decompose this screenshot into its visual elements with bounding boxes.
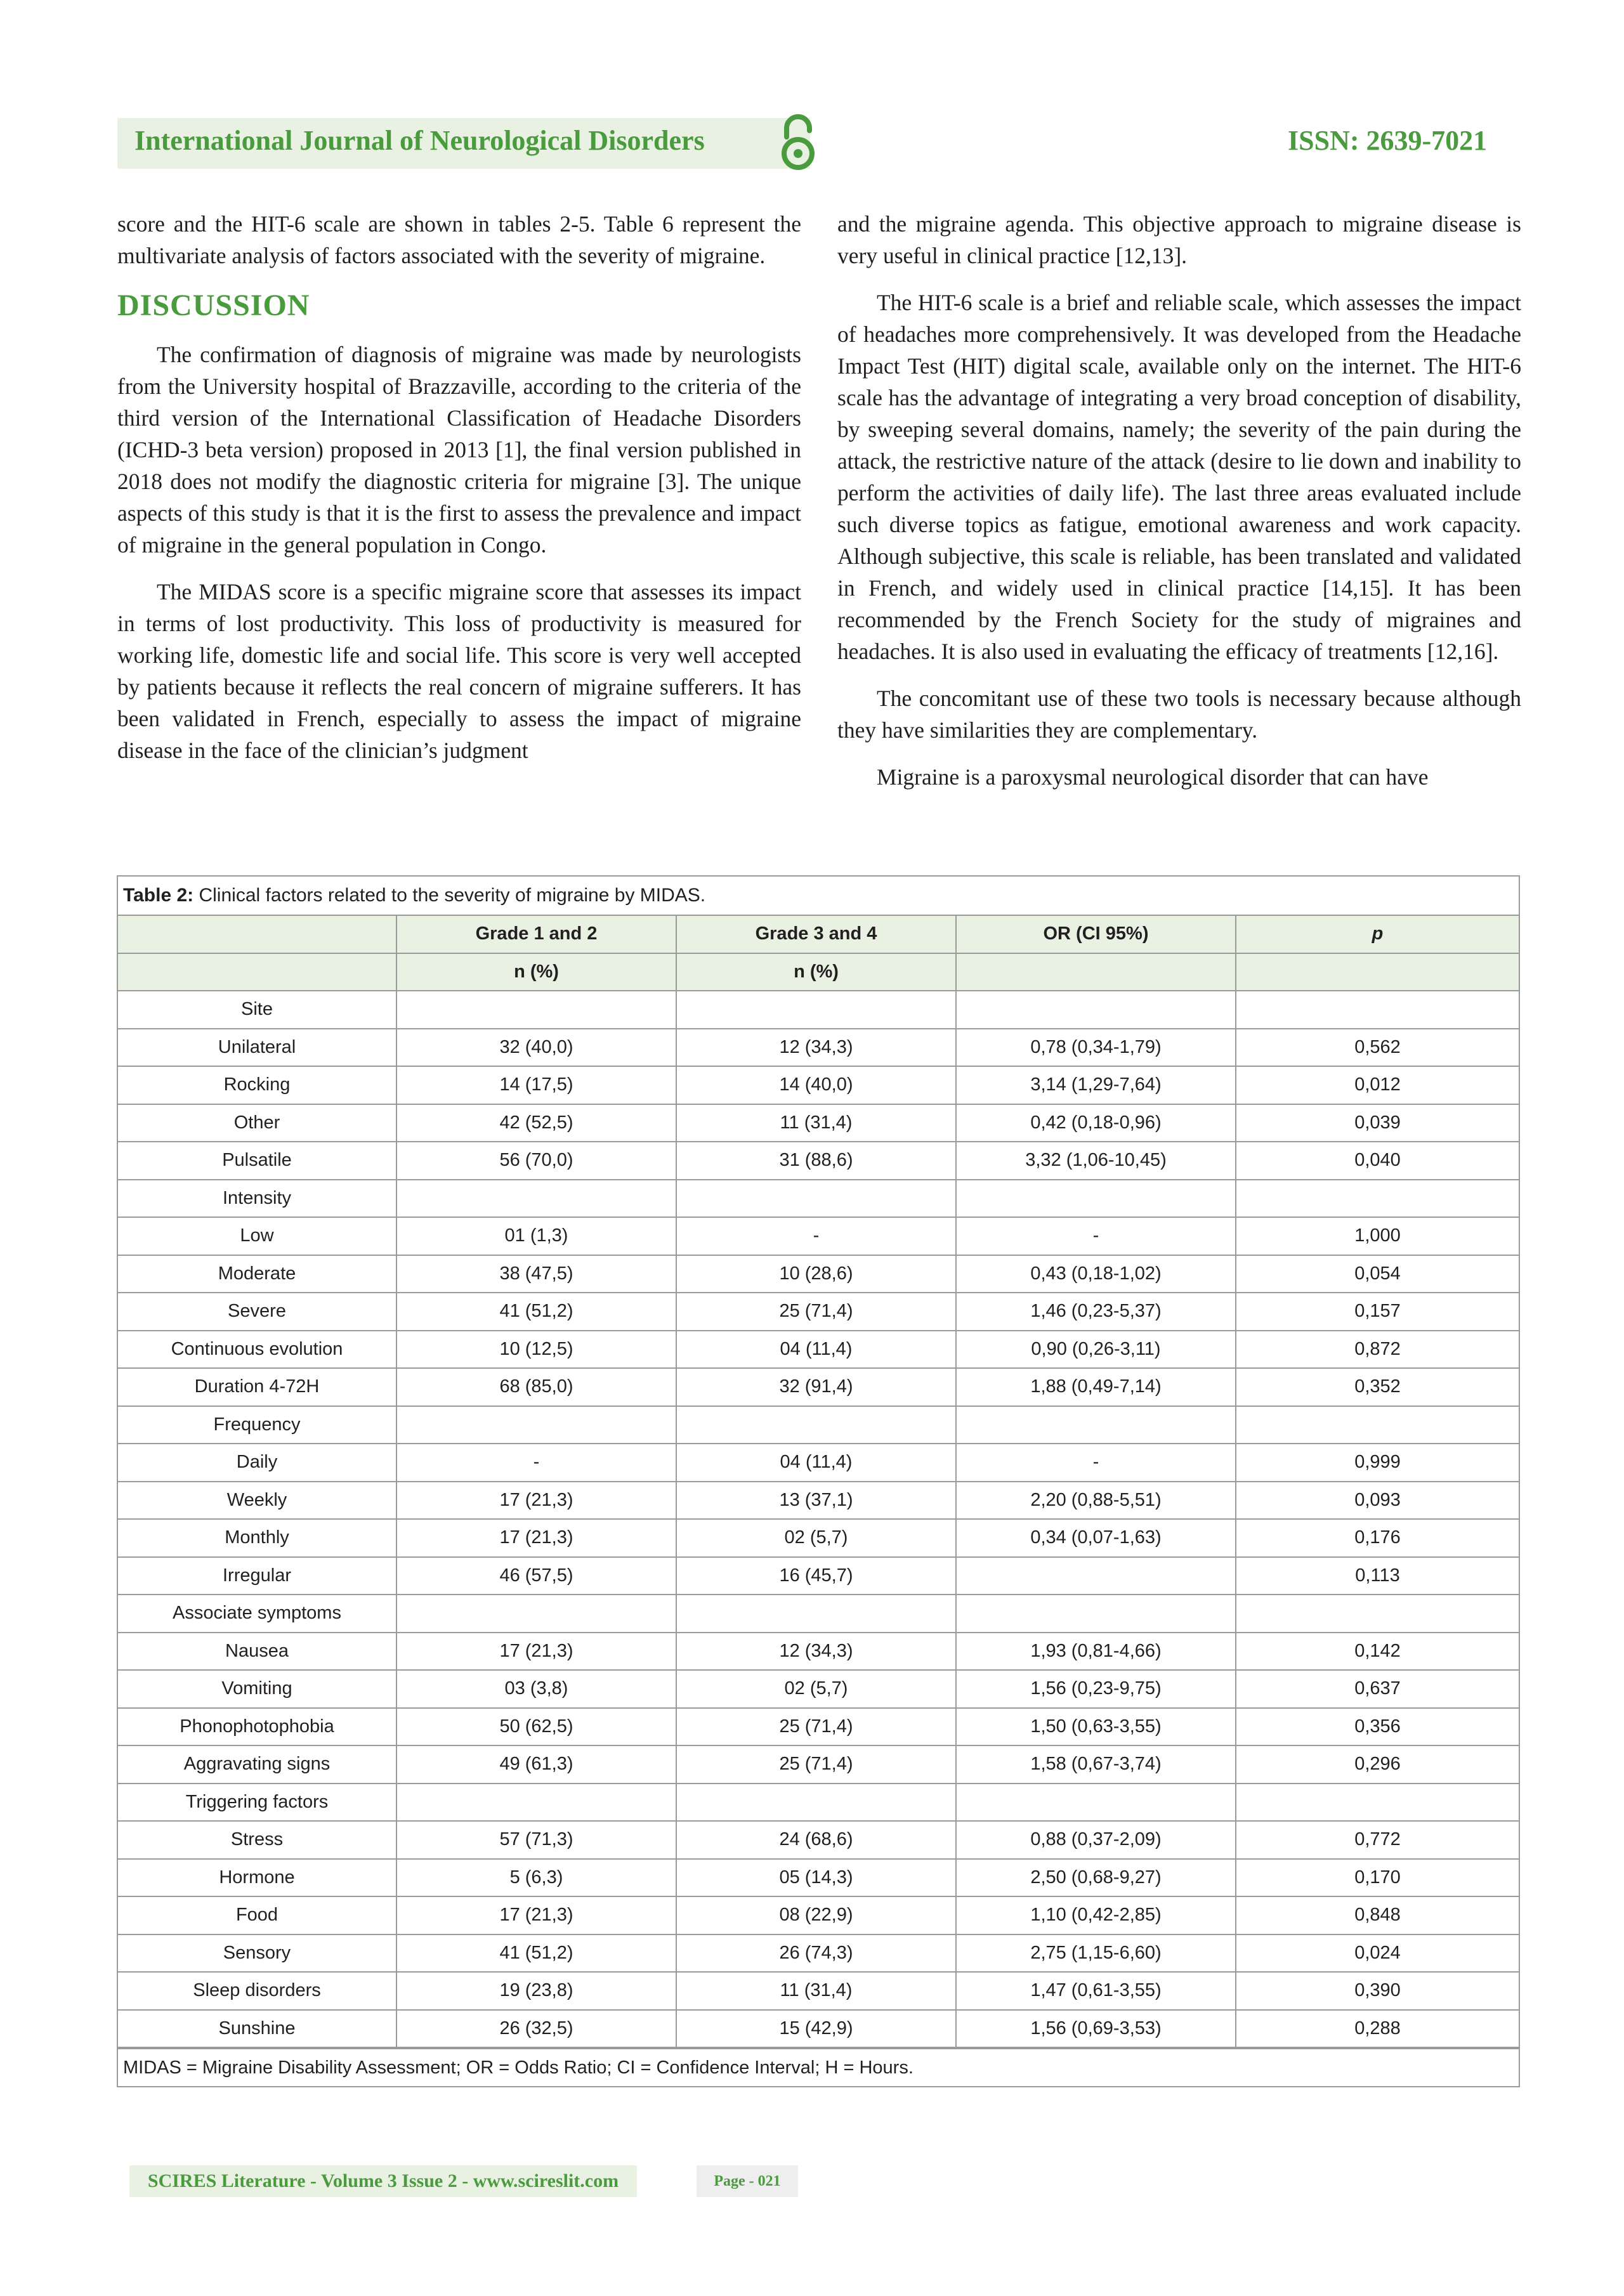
row-label-cell: Hormone [118,1859,396,1897]
table-cell [676,1180,956,1218]
row-label-cell: Irregular [118,1557,396,1595]
table-caption-text: Clinical factors related to the severity of migraine by MIDAS. [193,885,706,906]
table-cell: 14 (40,0) [676,1066,956,1104]
table-cell [676,1406,956,1444]
table-cell: 41 (51,2) [396,1934,676,1973]
table-cell [396,1180,676,1218]
table-cell: 10 (12,5) [396,1331,676,1369]
row-label-cell: Phonophotophobia [118,1708,396,1746]
row-label-cell: Pulsatile [118,1142,396,1180]
table-cell [1236,1784,1519,1822]
table-row [118,1745,1519,1784]
table-row [118,1972,1519,2010]
table-cell: 0,288 [1236,2010,1519,2048]
table-cell: 0,093 [1236,1482,1519,1520]
row-label-cell: Associate symptoms [118,1595,396,1633]
right-column [837,208,1521,808]
table-cell: 32 (40,0) [396,1029,676,1067]
row-label-cell: Monthly [118,1519,396,1557]
table-cell: 24 (68,6) [676,1821,956,1859]
table-row [118,1482,1519,1520]
table-caption-label: Table 2: [123,885,194,906]
subheader-cell [1236,953,1519,991]
table-cell: 0,142 [1236,1633,1519,1671]
table-cell [396,991,676,1029]
table-cell [396,1784,676,1822]
table-cell: 0,113 [1236,1557,1519,1595]
right-paragraph-3: Migraine is a paroxysmal neurological disorder that can have [877,764,1429,790]
table-cell: 08 (22,9) [676,1896,956,1934]
table-subheader-row [118,953,1519,991]
footer-page-number: Page - 021 [697,2165,798,2197]
table-cell [956,1595,1236,1633]
table-cell: - [956,1444,1236,1482]
table-row [118,2010,1519,2048]
table-cell: 12 (34,3) [676,1029,956,1067]
table-row [118,1821,1519,1859]
table-cell: 12 (34,3) [676,1633,956,1671]
table-row [118,1142,1519,1180]
open-access-icon [778,112,818,175]
table-cell: 31 (88,6) [676,1142,956,1180]
right-paragraph-1: The HIT-6 scale is a brief and reliable scale, which assesses the impact of headaches more comprehensively. It was developed from the Headache Impact Test (HIT) digital scale, available only on the internet. The HIT-6 scale has the advantage of integrating a very broad conception of disability, by sweeping several domains, namely; the severity of the pain during the attack, the restrictive nature of the attack (desire to lie down and inability to perform the activities of daily life). The last three areas evaluated include such diverse topics as fatigue, emotional awareness and work capacity. Although subjective, this scale is reliable, has been translated and validated in French, and widely used in clinical practice [14,15]. It has been recommended by the French Society for the study of migraines and headaches. It is also used in evaluating the efficacy of treatments [12,16]. [837,290,1521,664]
table-2 [117,875,1520,2087]
table-cell: 1,10 (0,42-2,85) [956,1896,1236,1934]
row-label-cell: Sensory [118,1934,396,1973]
row-label-cell: Duration 4-72H [118,1368,396,1406]
right-paragraph-0: and the migraine agenda. This objective approach to migraine disease is very useful in clinical practice [12,13]. [837,211,1521,268]
footer-journal-info: SCIRES Literature - Volume 3 Issue 2 - www.scireslit.com [129,2165,637,2197]
table-cell: 0,352 [1236,1368,1519,1406]
table-cell: 17 (21,3) [396,1896,676,1934]
journal-name: International Journal of Neurological Disorders [134,125,705,156]
table-cell: 0,012 [1236,1066,1519,1104]
table-cell [1236,1406,1519,1444]
table-row [118,1217,1519,1255]
table-cell: 5 (6,3) [396,1859,676,1897]
table-cell: 10 (28,6) [676,1255,956,1293]
table-cell: 0,157 [1236,1293,1519,1331]
table-row [118,1896,1519,1934]
row-label-cell: Food [118,1896,396,1934]
table-cell: 05 (14,3) [676,1859,956,1897]
table-cell: 14 (17,5) [396,1066,676,1104]
table-cell: 0,772 [1236,1821,1519,1859]
table-cell: 0,90 (0,26-3,11) [956,1331,1236,1369]
table-cell [1236,1595,1519,1633]
table-row [118,1255,1519,1293]
row-label-cell: Unilateral [118,1029,396,1067]
table-cell: 13 (37,1) [676,1482,956,1520]
table-cell [956,1180,1236,1218]
table-cell: - [956,1217,1236,1255]
table-cell: 0,42 (0,18-0,96) [956,1104,1236,1142]
header-cell: Grade 1 and 2 [396,916,676,953]
table-cell: 46 (57,5) [396,1557,676,1595]
row-label-cell: Nausea [118,1633,396,1671]
table-cell: - [676,1217,956,1255]
table-cell: 3,14 (1,29-7,64) [956,1066,1236,1104]
table-cell: 01 (1,3) [396,1217,676,1255]
table-row [118,1708,1519,1746]
table-cell: 38 (47,5) [396,1255,676,1293]
table-cell: 0,040 [1236,1142,1519,1180]
table-cell: 0,176 [1236,1519,1519,1557]
row-label-cell: Low [118,1217,396,1255]
table-cell: 25 (71,4) [676,1708,956,1746]
table-row [118,1066,1519,1104]
table-cell: 25 (71,4) [676,1745,956,1784]
table-row [118,1444,1519,1482]
table-cell: 0,637 [1236,1670,1519,1708]
issn: ISSN: 2639-7021 [1288,125,1488,156]
table-cell: 1,50 (0,63-3,55) [956,1708,1236,1746]
table-cell: 0,34 (0,07-1,63) [956,1519,1236,1557]
table-cell: 02 (5,7) [676,1519,956,1557]
discussion-paragraph-2: The MIDAS score is a specific migraine score that assesses its impact in terms of lost productivity. This loss of productivity is measured for working life, domestic life and social life. This score is very well accepted by patients because it reflects the real concern of migraine sufferers. It has been validated in French, especially to assess the impact of migraine disease in the face of the clinician’s judgment [117,579,801,763]
table-cell: 17 (21,3) [396,1482,676,1520]
subheader-cell [956,953,1236,991]
row-label-cell: Severe [118,1293,396,1331]
table-cell: 1,46 (0,23-5,37) [956,1293,1236,1331]
row-label-cell: Vomiting [118,1670,396,1708]
table-cell: 41 (51,2) [396,1293,676,1331]
table-row [118,1670,1519,1708]
table-cell [1236,991,1519,1029]
intro-paragraph: score and the HIT-6 scale are shown in tables 2-5. Table 6 represent the multivariate analysis of factors associated with the severity of migraine. [117,211,801,268]
table-cell: 1,58 (0,67-3,74) [956,1745,1236,1784]
table-cell: 1,88 (0,49-7,14) [956,1368,1236,1406]
table-cell: 0,78 (0,34-1,79) [956,1029,1236,1067]
table-cell: 49 (61,3) [396,1745,676,1784]
table-cell: 0,170 [1236,1859,1519,1897]
row-label-cell: Sunshine [118,2010,396,2048]
table-row [118,1859,1519,1897]
table-cell: 11 (31,4) [676,1972,956,2010]
table-cell: 42 (52,5) [396,1104,676,1142]
table-cell: 17 (21,3) [396,1633,676,1671]
table-cell: 56 (70,0) [396,1142,676,1180]
table-cell: 50 (62,5) [396,1708,676,1746]
table-cell: 32 (91,4) [676,1368,956,1406]
table-cell: 0,43 (0,18-1,02) [956,1255,1236,1293]
row-label-cell: Site [118,991,396,1029]
table-cell: 0,390 [1236,1972,1519,2010]
section-heading-discussion: DISCUSSION [117,289,310,322]
table-row [118,1104,1519,1142]
discussion-paragraph-1: The confirmation of diagnosis of migraine was made by neurologists from the University hospital of Brazzaville, according to the criteria of the third version of the International Classification of Headache Disorders (ICHD-3 beta version) proposed in 2013 [1], the final version published in 2018 does not modify the diagnostic criteria for migraine [3]. The unique aspects of this study is that it is the first to assess the prevalence and impact of migraine in the general population in Congo. [117,342,801,558]
table-cell: 1,47 (0,61-3,55) [956,1972,1236,2010]
table-cell: 2,20 (0,88-5,51) [956,1482,1236,1520]
table-cell: 57 (71,3) [396,1821,676,1859]
table-cell: 19 (23,8) [396,1972,676,2010]
table-cell: 2,50 (0,68-9,27) [956,1859,1236,1897]
table-cell [1236,1180,1519,1218]
table-cell [676,991,956,1029]
row-label-cell: Other [118,1104,396,1142]
header-cell: OR (CI 95%) [956,916,1236,953]
row-label-cell: Aggravating signs [118,1745,396,1784]
table-cell: 02 (5,7) [676,1670,956,1708]
table-cell: 0,872 [1236,1331,1519,1369]
table-cell: 26 (74,3) [676,1934,956,1973]
row-label-cell: Moderate [118,1255,396,1293]
row-label-cell: Continuous evolution [118,1331,396,1369]
table-cell: 1,000 [1236,1217,1519,1255]
row-label-cell: Stress [118,1821,396,1859]
table-cell: 04 (11,4) [676,1444,956,1482]
row-label-cell: Triggering factors [118,1784,396,1822]
header-cell [118,916,396,953]
table-cell [956,1784,1236,1822]
table-row [118,1368,1519,1406]
table-cell: 15 (42,9) [676,2010,956,2048]
table-cell: 68 (85,0) [396,1368,676,1406]
table-cell: 0,024 [1236,1934,1519,1973]
table-row [118,1029,1519,1067]
row-label-cell: Weekly [118,1482,396,1520]
table-cell: 0,356 [1236,1708,1519,1746]
row-label-cell: Rocking [118,1066,396,1104]
table-cell [676,1784,956,1822]
table-cell [676,1595,956,1633]
row-label-cell: Frequency [118,1406,396,1444]
table-row [118,1519,1519,1557]
subheader-cell: n (%) [396,953,676,991]
table-cell: 1,56 (0,23-9,75) [956,1670,1236,1708]
row-label-cell: Daily [118,1444,396,1482]
table-caption [118,877,1519,916]
table-cell: 1,93 (0,81-4,66) [956,1633,1236,1671]
table-cell: 3,32 (1,06-10,45) [956,1142,1236,1180]
table-cell: - [396,1444,676,1482]
table-row [118,1934,1519,1973]
subheader-cell [118,953,396,991]
table-row [118,1633,1519,1671]
table-cell: 0,296 [1236,1745,1519,1784]
table-cell: 25 (71,4) [676,1293,956,1331]
table-row [118,1557,1519,1595]
header-cell: p [1236,916,1519,953]
table-cell [396,1595,676,1633]
table-cell: 2,75 (1,15-6,60) [956,1934,1236,1973]
table-cell: 17 (21,3) [396,1519,676,1557]
table-row [118,1293,1519,1331]
table-cell [956,1406,1236,1444]
table-cell: 03 (3,8) [396,1670,676,1708]
row-label-cell: Intensity [118,1180,396,1218]
table-cell: 0,562 [1236,1029,1519,1067]
table-cell [396,1406,676,1444]
right-paragraph-2: The concomitant use of these two tools is necessary because although they have similarities they are complementary. [837,686,1521,743]
header-cell: Grade 3 and 4 [676,916,956,953]
table-cell: 0,88 (0,37-2,09) [956,1821,1236,1859]
table-body [118,916,1519,2048]
table-header-row [118,916,1519,953]
table-cell: 16 (45,7) [676,1557,956,1595]
table-footnote: MIDAS = Migraine Disability Assessment; OR = Odds Ratio; CI = Confidence Interval; H = Hours. [118,2048,1519,2086]
table-cell: 04 (11,4) [676,1331,956,1369]
table-row [118,991,1519,1029]
row-label-cell: Sleep disorders [118,1972,396,2010]
table-cell [956,1557,1236,1595]
table-cell: 0,999 [1236,1444,1519,1482]
table-cell: 0,054 [1236,1255,1519,1293]
table-cell: 1,56 (0,69-3,53) [956,2010,1236,2048]
table-row [118,1180,1519,1218]
table-row [118,1406,1519,1444]
table-row [118,1595,1519,1633]
table-row [118,1784,1519,1822]
table-cell: 26 (32,5) [396,2010,676,2048]
table-cell [956,991,1236,1029]
table-cell: 11 (31,4) [676,1104,956,1142]
left-column [117,208,801,781]
table-cell: 0,848 [1236,1896,1519,1934]
table-cell: 0,039 [1236,1104,1519,1142]
subheader-cell: n (%) [676,953,956,991]
table-rows [118,991,1519,2047]
table-row [118,1331,1519,1369]
